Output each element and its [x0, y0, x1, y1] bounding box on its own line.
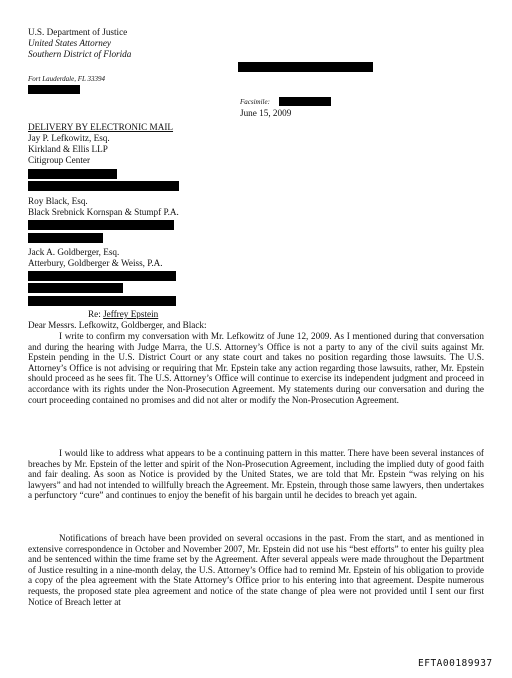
re-label: Re: — [88, 309, 101, 319]
body-paragraph: I would like to address what appears to be a continuing pattern in this matter. There have been several instances of breaches by Mr. Epstein of the letter and spirit of the Non-Prosecution Agreement, including the implied duty of good faith and fair dealing. As soon as Notice is provided by the United States, we are told that Mr. Epstein “was relying on his lawyers” and had not intended to willfully breach the Agreement. Mr. Epstein, through those same lawyers, then undertakes a perfunctory “cure” and continues to enjoy the benefit of his bargain until he decides to breach yet again. — [28, 448, 484, 501]
redaction-recipient-3-suite — [28, 283, 123, 293]
salutation: Dear Messrs. Lefkowitz, Goldberger, and Black: — [28, 320, 207, 330]
body-paragraph: Notifications of breach have been provided on several occasions in the past. From the start, and as mentioned in extensive correspondence in October and November 2007, Mr. Epstein did not use his “best efforts” to enter his guilty plea and be sentenced within the time frame set by the Agreement. After several appeals were made throughout the Department of Justice resulting in a nine-month delay, the U.S. Attorney’s Office had to remind Mr. Epstein of his obligation to provide a copy of the plea agreement with the State Attorney’s Office prior to his entering into that agreement. Despite numerous requests, the proposed state plea agreement and notice of the state change of plea were not provided until I sent our first Notice of Breach letter at — [28, 533, 484, 607]
recipient-3-firm: Atterbury, Goldberger & Weiss, P.A. — [28, 258, 163, 268]
recipient-1-building: Citigroup Center — [28, 155, 91, 165]
redaction-recipient-1-city — [28, 181, 179, 191]
redaction-phone — [28, 85, 80, 94]
redaction-recipient-2-street — [28, 220, 174, 230]
letterhead-office: United States Attorney — [28, 38, 112, 48]
redaction-address — [238, 62, 373, 72]
letterhead-dept: U.S. Department of Justice — [28, 27, 128, 37]
redaction-recipient-2-city — [28, 233, 103, 243]
bates-number: EFTA00189937 — [418, 658, 493, 669]
recipient-2-name: Roy Black, Esq. — [28, 196, 88, 206]
redaction-recipient-1-street — [28, 169, 117, 179]
recipient-2-firm: Black Srebnick Kornspan & Stumpf P.A. — [28, 207, 179, 217]
recipient-3-name: Jack A. Goldberger, Esq. — [28, 247, 120, 257]
recipient-1-name: Jay P. Lefkowitz, Esq. — [28, 133, 110, 143]
letterhead-district: Southern District of Florida — [28, 49, 132, 59]
delivery-method: DELIVERY BY ELECTRONIC MAIL — [28, 122, 174, 132]
letter-date: June 15, 2009 — [240, 108, 292, 118]
body-paragraph: I write to confirm my conversation with Mr. Lefkowitz of June 12, 2009. As I mentioned during that conversation and during the hearing with Judge Marra, the U.S. Attorney’s Office is not a party to any of the civil suits against Mr. Epstein pending in the U.S. District Court or any state court and takes no position regarding those lawsuits. The U.S. Attorney’s Office is not advising or requiring that Mr. Epstein take any action regarding those lawsuits, rather, Mr. Epstein should proceed as he sees fit. The U.S. Attorney’s Office will continue to exercise its independent judgment and proceed in accordance with its rights under the Non-Prosecution Agreement. My statements during our conversation and during the court proceeding contained no promises and did not alter or modify the Non-Prosecution Agreement. — [28, 331, 484, 405]
facsimile-label: Facsimile: — [240, 98, 270, 106]
redaction-recipient-3-street — [28, 271, 176, 281]
letterhead-city: Fort Lauderdale, FL 33394 — [28, 75, 106, 83]
re-subject: Jeffrey Epstein — [103, 309, 159, 319]
re-line — [88, 309, 158, 320]
redaction-fax — [279, 97, 331, 106]
redaction-recipient-3-city — [28, 296, 176, 306]
recipient-1-firm: Kirkland & Ellis LLP — [28, 144, 108, 154]
